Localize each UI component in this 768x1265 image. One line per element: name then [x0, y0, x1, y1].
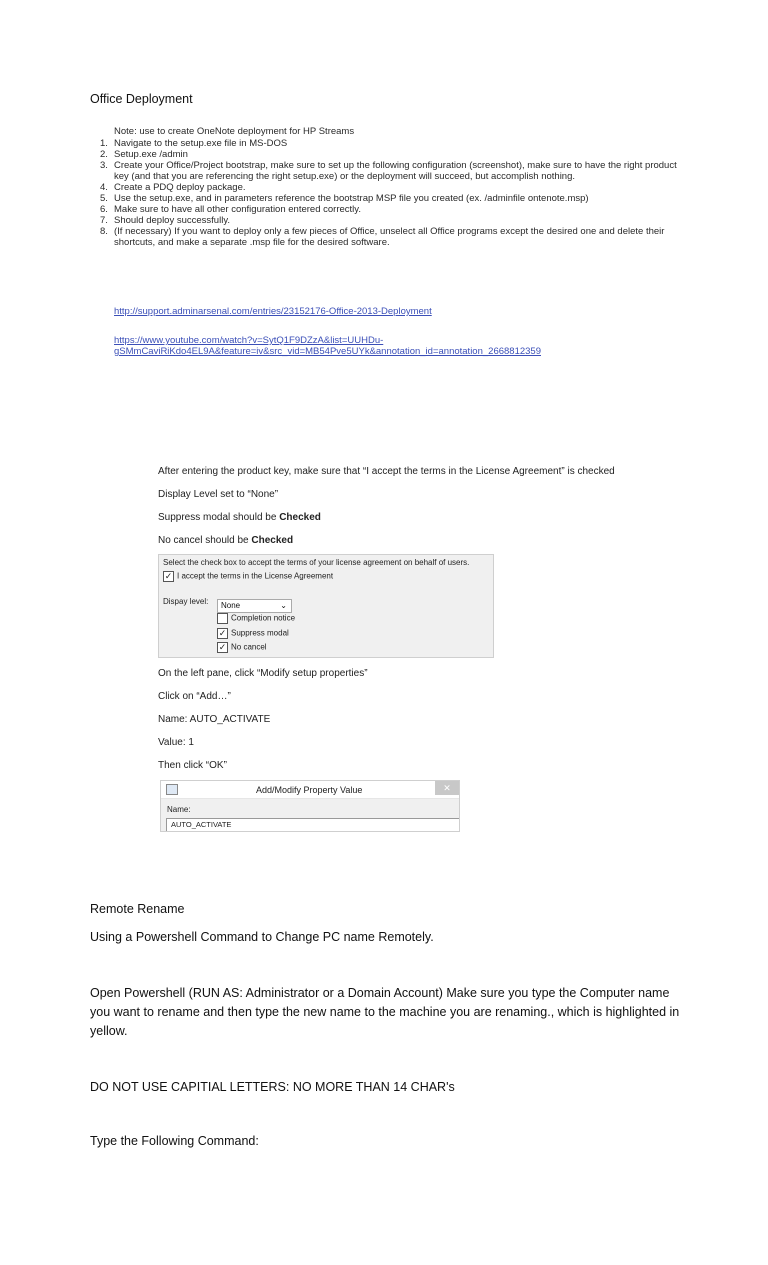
list-item — [100, 160, 680, 182]
close-icon[interactable]: ✕ — [435, 781, 459, 795]
type-command-label: Type the Following Command: — [90, 1134, 259, 1148]
caps-warning: DO NOT USE CAPITIAL LETTERS: NO MORE THAN 14 CHAR's — [90, 1080, 455, 1094]
step-text: Create a PDQ deploy package. — [114, 182, 246, 193]
instruction-nocancel-bold: Checked — [251, 535, 294, 546]
instruction-click-add: Click on “Add…” — [158, 691, 231, 702]
step-text: Should deploy successfully. — [114, 215, 230, 226]
step-number: 6. — [100, 204, 108, 215]
step-number: 2. — [100, 149, 108, 160]
instruction-no-cancel — [158, 535, 293, 547]
app-icon — [166, 784, 178, 795]
suppress-modal-label: Suppress modal — [231, 628, 289, 638]
list-item — [100, 215, 680, 226]
suppress-modal-checkbox[interactable]: ✓ — [218, 628, 227, 638]
completion-notice-checkbox[interactable] — [217, 613, 228, 624]
steps-block — [100, 126, 680, 248]
no-cancel-row — [217, 642, 267, 653]
list-item — [100, 149, 680, 160]
display-level-label: Dispay level: — [163, 597, 209, 606]
no-cancel-checkbox[interactable]: ✓ — [218, 642, 227, 652]
instruction-display-level: Display Level set to “None” — [158, 489, 279, 500]
name-field-label: Name: — [167, 805, 191, 814]
accept-terms-checkbox[interactable]: ✓ — [164, 571, 173, 581]
list-item — [100, 138, 680, 149]
no-cancel-label: No cancel — [231, 642, 267, 652]
instruction-suppress-bold: Checked — [279, 512, 321, 523]
deployment-note: Note: use to create OneNote deployment for HP Streams — [114, 126, 355, 137]
dialog-title: Add/Modify Property Value — [256, 785, 363, 795]
step-number: 4. — [100, 182, 108, 193]
suppress-modal-row — [217, 628, 289, 639]
instruction-modify-setup: On the left pane, click “Modify setup properties” — [158, 668, 368, 679]
step-number: 5. — [100, 193, 108, 204]
step-text: Navigate to the setup.exe file in MS-DOS — [114, 138, 288, 149]
dialog-body — [161, 799, 459, 831]
instruction-value: Value: 1 — [158, 737, 194, 748]
instruction-product-key: After entering the product key, make sure that “I accept the terms in the License Agreement” is checked — [158, 466, 615, 477]
list-item — [100, 193, 680, 204]
step-text: Create your Office/Project bootstrap, make sure to set up the following configuration (screenshot), make sure to have the right product key (and that you are referencing the right setup.exe) or the deployment will succeed, but accomplish nothing. — [114, 160, 677, 182]
step-number: 7. — [100, 215, 108, 226]
step-text: Setup.exe /admin — [114, 149, 188, 160]
link-youtube-line2[interactable]: gSMmCaviRiKdo4EL9A&feature=iv&src_vid=MB54Pve5UYk&annotation_id=annotation_2668812359 — [114, 346, 541, 357]
powershell-instructions: Open Powershell (RUN AS: Administrator or a Domain Account) Make sure you type the Computer name you want to rename and then type the new name to the machine you are renaming., which is highlighted in yellow. — [90, 986, 680, 1038]
link-youtube[interactable] — [114, 335, 654, 357]
section-title-remote-rename: Remote Rename — [90, 902, 185, 916]
chevron-down-icon: ⌄ — [280, 601, 287, 610]
instruction-name: Name: AUTO_ACTIVATE — [158, 714, 271, 725]
name-field-input[interactable]: AUTO_ACTIVATE — [166, 818, 460, 832]
accept-terms-label: I accept the terms in the License Agreement — [177, 571, 334, 581]
step-number: 3. — [100, 160, 108, 171]
instruction-suppress-text: Suppress modal should be — [158, 512, 280, 523]
add-modify-dialog — [160, 780, 460, 832]
list-item — [100, 226, 680, 248]
display-level-value: None — [221, 601, 241, 610]
section-title-office-deployment: Office Deployment — [90, 92, 193, 106]
license-header: Select the check box to accept the terms of your license agreement on behalf of users. — [163, 558, 470, 567]
remote-rename-subtitle: Using a Powershell Command to Change PC name Remotely. — [90, 930, 434, 944]
completion-notice-row — [217, 613, 295, 624]
step-text: Use the setup.exe, and in parameters reference the bootstrap MSP file you created (ex. /adminfile ontenote.msp) — [114, 193, 589, 204]
instruction-nocancel-text: No cancel should be — [158, 535, 252, 546]
dialog-titlebar — [161, 781, 459, 799]
accept-terms-row — [163, 571, 333, 582]
step-text: Make sure to have all other configuration entered correctly. — [114, 204, 361, 215]
display-level-select[interactable] — [217, 595, 292, 613]
step-number: 1. — [100, 138, 108, 149]
instruction-suppress-modal — [158, 512, 321, 524]
list-item — [100, 182, 680, 193]
step-number: 8. — [100, 226, 108, 237]
list-item — [100, 204, 680, 215]
step-text: (If necessary) If you want to deploy only a few pieces of Office, unselect all Office programs except the desired one and delete their shortcuts, and make a separate .msp file for the desired software. — [114, 226, 665, 248]
link-office-deployment[interactable]: http://support.adminarsenal.com/entries/23152176-Office-2013-Deployment — [114, 306, 432, 317]
steps-list — [100, 138, 680, 248]
completion-notice-label: Completion notice — [231, 613, 296, 623]
instruction-click-ok: Then click “OK” — [158, 760, 227, 771]
license-settings-panel — [158, 554, 494, 658]
link-youtube-line1[interactable]: https://www.youtube.com/watch?v=SytQ1F9DZzA&list=UUHDu- — [114, 335, 384, 346]
